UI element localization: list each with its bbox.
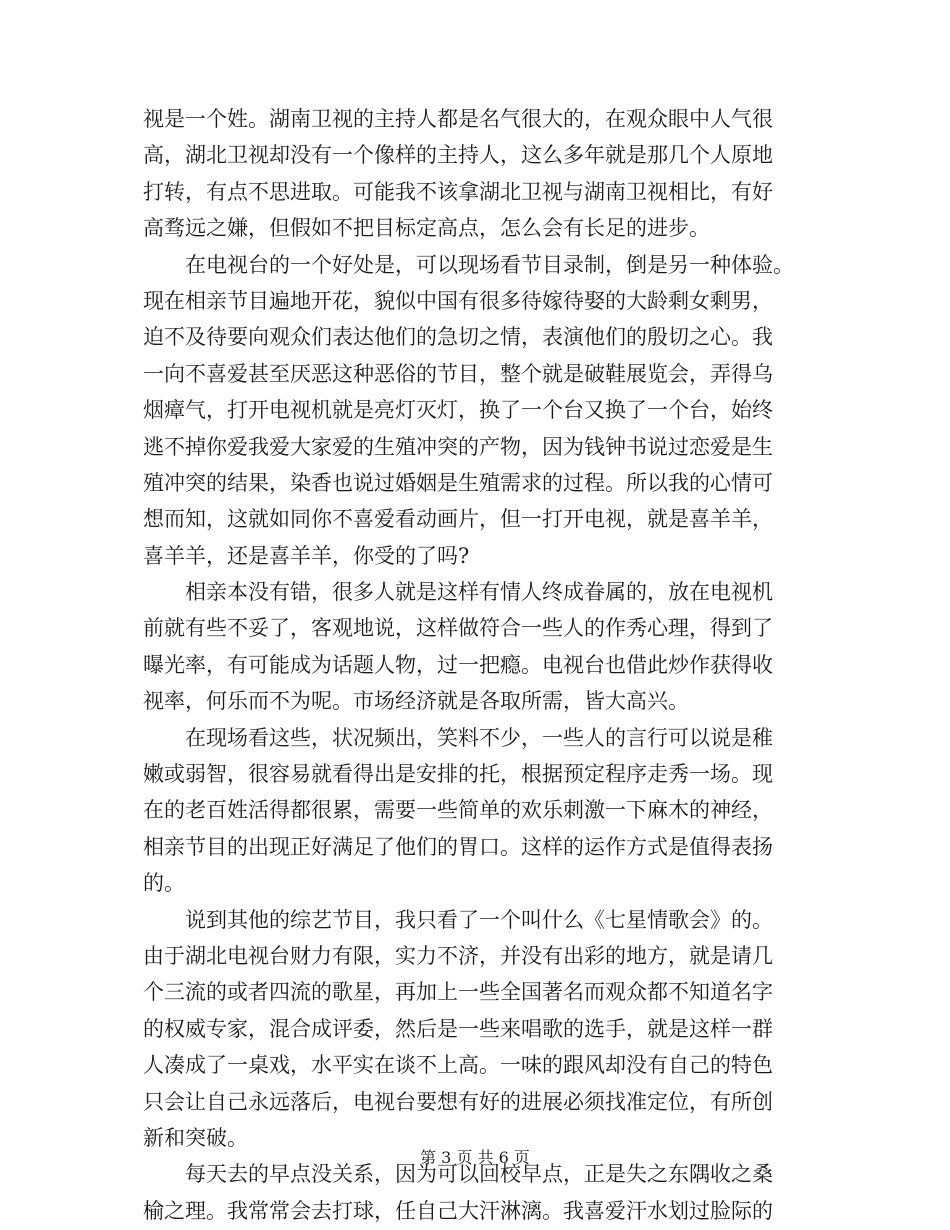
text-line: 相亲本没有错，很多人就是这样有情人终成眷属的，放在电视机 [143,580,773,605]
text-line: 由于湖北电视台财力有限，实力不济，并没有出彩的地方，就是请几 [143,943,773,968]
text-line: 高，湖北卫视却没有一个像样的主持人，这么多年就是那几个人原地 [143,143,773,168]
text-line: 只会让自己永远落后，电视台要想有好的进展必须找准定位，有所创 [143,1089,773,1114]
text-line: 高骛远之嫌，但假如不把目标定高点，怎么会有长足的进步。 [143,216,710,241]
text-line: 在现场看这些，状况频出，笑料不少，一些人的言行可以说是稚 [143,725,773,750]
text-line: 殖冲突的结果，染香也说过婚姻是生殖需求的过程。所以我的心情可 [143,470,773,495]
text-line: 人凑成了一桌戏，水平实在谈不上高。一味的跟风却没有自己的特色 [143,1053,773,1078]
text-line: 曝光率，有可能成为话题人物，过一把瘾。电视台也借此炒作获得收 [143,652,773,677]
page-number-footer: 第 3 页 共 6 页 [420,1148,530,1167]
text-line: 打转，有点不思进取。可能我不该拿湖北卫视与湖南卫视相比，有好 [143,179,773,204]
text-line: 烟瘴气，打开电视机就是亮灯灭灯，换了一个台又换了一个台，始终 [143,398,773,423]
text-line: 在的老百姓活得都很累，需要一些简单的欢乐刺激一下麻木的神经， [143,798,773,823]
text-line: 个三流的或者四流的歌星，再加上一些全国著名而观众都不知道名字 [143,980,773,1005]
text-line: 视是一个姓。湖南卫视的主持人都是名气很大的，在观众眼中人气很 [143,107,773,131]
text-line: 每天去的早点没关系，因为可以回校早点，正是失之东隅收之桑 [143,1162,773,1187]
text-line: 的权威专家，混合成评委，然后是一些来唱歌的选手，就是这样一群 [143,1016,773,1041]
text-line: 逃不掉你爱我爱大家爱的生殖冲突的产物，因为钱钟书说过恋爱是生 [143,434,773,459]
body-text [143,101,807,1229]
text-line: 前就有些不妥了，客观地说，这样做符合一些人的作秀心理，得到了 [143,616,773,641]
text-line: 在电视台的一个好处是，可以现场看节目录制，倒是另一种体验。 [143,252,794,277]
text-line: 榆之理。我常常会去打球，任自己大汗淋漓。我喜爱汗水划过脸际的 [143,1198,773,1223]
text-line: 视率，何乐而不为呢。市场经济就是各取所需，皆大高兴。 [143,689,689,714]
text-line: 迫不及待要向观众们表达他们的急切之情，表演他们的殷切之心。我 [143,325,773,350]
text-line: 喜羊羊，还是喜羊羊，你受的了吗? [143,543,470,568]
text-line: 相亲节目的出现正好满足了他们的胃口。这样的运作方式是值得表扬 [143,834,773,859]
text-line: 现在相亲节目遍地开花，貌似中国有很多待嫁待娶的大龄剩女剩男， [143,288,773,313]
text-line: 想而知，这就如同你不喜爱看动画片，但一打开电视，就是喜羊羊， [143,507,773,532]
text-line: 说到其他的综艺节目，我只看了一个叫什么《七星情歌会》的。 [143,907,773,932]
text-line: 嫩或弱智，很容易就看得出是安排的托，根据预定程序走秀一场。现 [143,762,773,787]
text-line: 的。 [143,871,185,896]
text-line: 新和突破。 [143,1125,248,1150]
text-line: 一向不喜爱甚至厌恶这种恶俗的节目，整个就是破鞋展览会，弄得乌 [143,361,773,386]
